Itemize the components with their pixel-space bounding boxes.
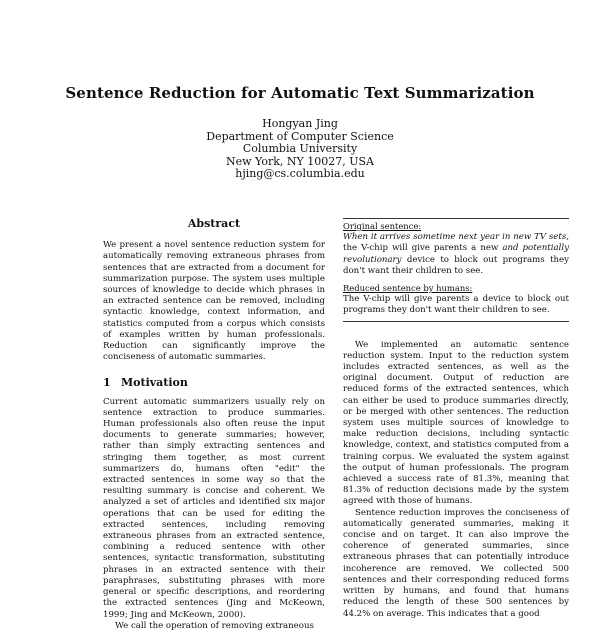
right-column bbox=[343, 218, 569, 620]
right-paragraph-1: We implemented an automatic sentence reduction system. Input to the reduction system includes extracted sentences, as well as the original document. Output of reduction are reduced forms of the extracted sentences, which can either be used to produce summaries directly, or be merged with other sentences. The reduction system uses multiple sources of knowledge to make reduction decisions, including syntactic knowledge, context, and statistics computed from a training corpus. We evaluated the system against the output of human professionals. The program achieved a success rate of 81.3%, meaning that 81.3% of reduction decisions made by the system agreed with those of humans. bbox=[343, 339, 569, 507]
paper-title: Sentence Reduction for Automatic Text Summarization bbox=[65, 84, 535, 102]
original-italic-1: When it arrives sometime next year in new TV sets, bbox=[343, 232, 569, 243]
author-block bbox=[0, 118, 600, 181]
original-sentence bbox=[343, 232, 569, 277]
original-italic-2: and potentially revolutionary bbox=[343, 243, 569, 265]
author-address: New York, NY 10027, USA bbox=[225, 154, 374, 168]
reduced-sentence-label: Reduced sentence by humans: bbox=[343, 283, 473, 294]
section-heading bbox=[103, 377, 325, 388]
section-paragraph-2: We call the operation of removing extraneous bbox=[115, 620, 314, 631]
original-plain-1: the V-chip will give parents a new bbox=[343, 243, 503, 254]
abstract-text: We present a novel sentence reduction system for automatically removing extraneous phrases from sentences that are extracted from a document for summarization purpose. The system uses multiple sources of knowledge to decide which phrases in an extracted sentence can be removed, including syntactic knowledge, context information, and statistics computed from a corpus which consists of examples written by human professionals. Reduction can significantly improve the conciseness of automatic summaries. bbox=[103, 240, 325, 363]
author-university: Columbia University bbox=[242, 142, 358, 155]
section-title: Motivation bbox=[121, 376, 188, 390]
original-plain-2: device to block out programs they don't want their children to see. bbox=[343, 254, 569, 276]
example-box bbox=[343, 218, 569, 322]
author-name: Hongyan Jing bbox=[262, 117, 338, 130]
section-number: 1 bbox=[103, 376, 111, 390]
left-column bbox=[103, 218, 325, 632]
author-email: hjing@cs.columbia.edu bbox=[235, 167, 365, 180]
section-paragraph: Current automatic summarizers usually rely on sentence extraction to produce summaries. Human professionals also often reuse the input documents to generate summaries; however, rather than simply extracting sentences and stringing them together, as most current summarizers do, humans often "edit" the extracted sentences in some way so that the resulting summary is concise and coherent. We analyzed a set of articles and identified six major operations that can be used for editing the extracted sentences, including removing extraneous phrases from an extracted sentence, combining a reduced sentence with other sentences, syntactic transformation, substituting phrases in an extracted sentence with their paraphrases, substituting phrases with more general or specific descriptions, and reordering the extracted sentences (Jing and McKeown, 1999; Jing and McKeown, 2000). bbox=[103, 396, 325, 620]
right-paragraph-2: Sentence reduction improves the conciseness of automatically generated summaries, making it concise and on target. It can also improve the coherence of generated summaries, since extraneous phrases that can potentially introduce incoherence are removed. We collected 500 sentences and their corresponding reduced forms written by humans, and found that humans reduced the length of these 500 sentences by 44.2% on average. This indicates that a good bbox=[343, 507, 569, 619]
original-sentence-label: Original sentence: bbox=[343, 221, 422, 231]
reduced-sentence: The V-chip will give parents a device to block out programs they don't want their children to see. bbox=[343, 294, 569, 316]
author-department: Department of Computer Science bbox=[206, 129, 394, 143]
abstract-heading: Abstract bbox=[187, 217, 241, 230]
